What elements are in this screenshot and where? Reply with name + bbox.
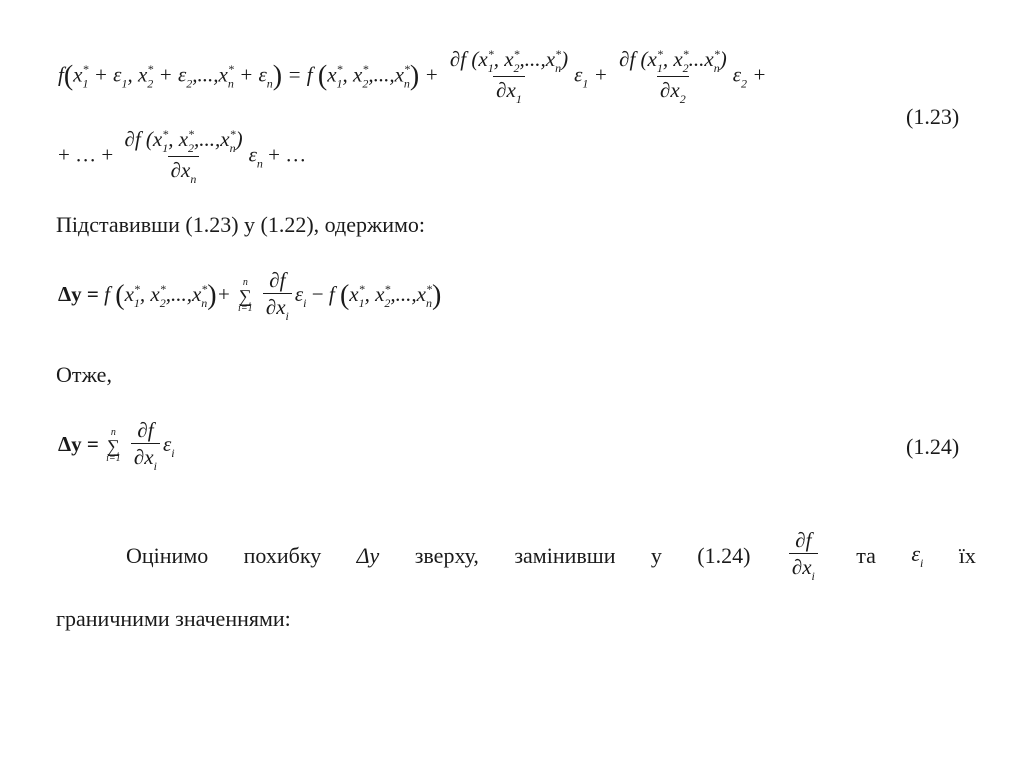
partial-fraction-dxi: $\frac{\partial f}{\partial x_i}$	[131, 420, 160, 472]
equation-number-1-24: (1.24)	[906, 434, 960, 459]
equation-1-23-line-1: $f(x_1^* + \varepsilon_1$, $x_2^* + \varepsilon_2,...,x_n^* + \varepsilon_n) = f$ ($x_1^*$, $x_2^*,...,x_n^*$) + $\frac{\partial f (x_1^*, x_2^*,...,x_n^*)}{\partial x_1}$ $\varepsilon_1$ + $\frac{\partial f (x_1^*, x_2^*...x_n^*)}{\partial x_2}$ $\varepsilon_2$ +	[58, 47, 767, 106]
text-substitute: Підставивши (1.23) у (1.22), одержимо:	[56, 212, 426, 237]
equation-1-24: Δy = n ∑ i=1 $\frac{\partial f}{\partial x_i}$ $\varepsilon_i$	[58, 418, 175, 473]
partial-fraction-dxn: $\frac{\partial f (x_1^*, x_2^*,...,x_n^*)}{\partial x_n}$	[124, 127, 243, 186]
partial-fraction-dxi: $\frac{\partial f}{\partial x_i}$	[789, 530, 818, 582]
summation-symbol: n ∑ i=1	[238, 276, 253, 315]
equation-delta-y-substituted: Δy = f ($x_1^*$, $x_2^*,...,x_n^*)+$ n ∑ i=1 $\frac{\partial f}{\partial x_i}$ $\varepsilon_i - f$ ($x_1^*$, $x_2^*,...,x_n^*$)	[58, 268, 442, 323]
partial-fraction-dx1: $\frac{\partial f (x_1^*, x_2^*,...,x_n^*)}{\partial x_1}$	[449, 47, 569, 106]
paragraph-estimate-line-2: граничними значеннями:	[56, 606, 291, 631]
text-therefore: Отже,	[56, 362, 112, 387]
equation-1-23-line-2: + … + $\frac{\partial f (x_1^*, x_2^*,...,x_n^*)}{\partial x_n}$ $\varepsilon_n$ + …	[58, 127, 307, 186]
partial-fraction-dxi: $\frac{\partial f}{\partial x_i}$	[263, 270, 292, 322]
equation-number-1-23: (1.23)	[906, 104, 960, 129]
summation-symbol: n ∑ i=1	[106, 426, 121, 465]
partial-fraction-dx2: $\frac{\partial f (x_1^*, x_2^*...x_n^*)}{\partial x_2}$	[619, 47, 727, 106]
paragraph-estimate-line-1: Оцінимо похибку Δy зверху, замінивши у (1.24) $\frac{\partial f}{\partial x_i}$ та $\varepsilon_i$ їх	[126, 528, 976, 583]
